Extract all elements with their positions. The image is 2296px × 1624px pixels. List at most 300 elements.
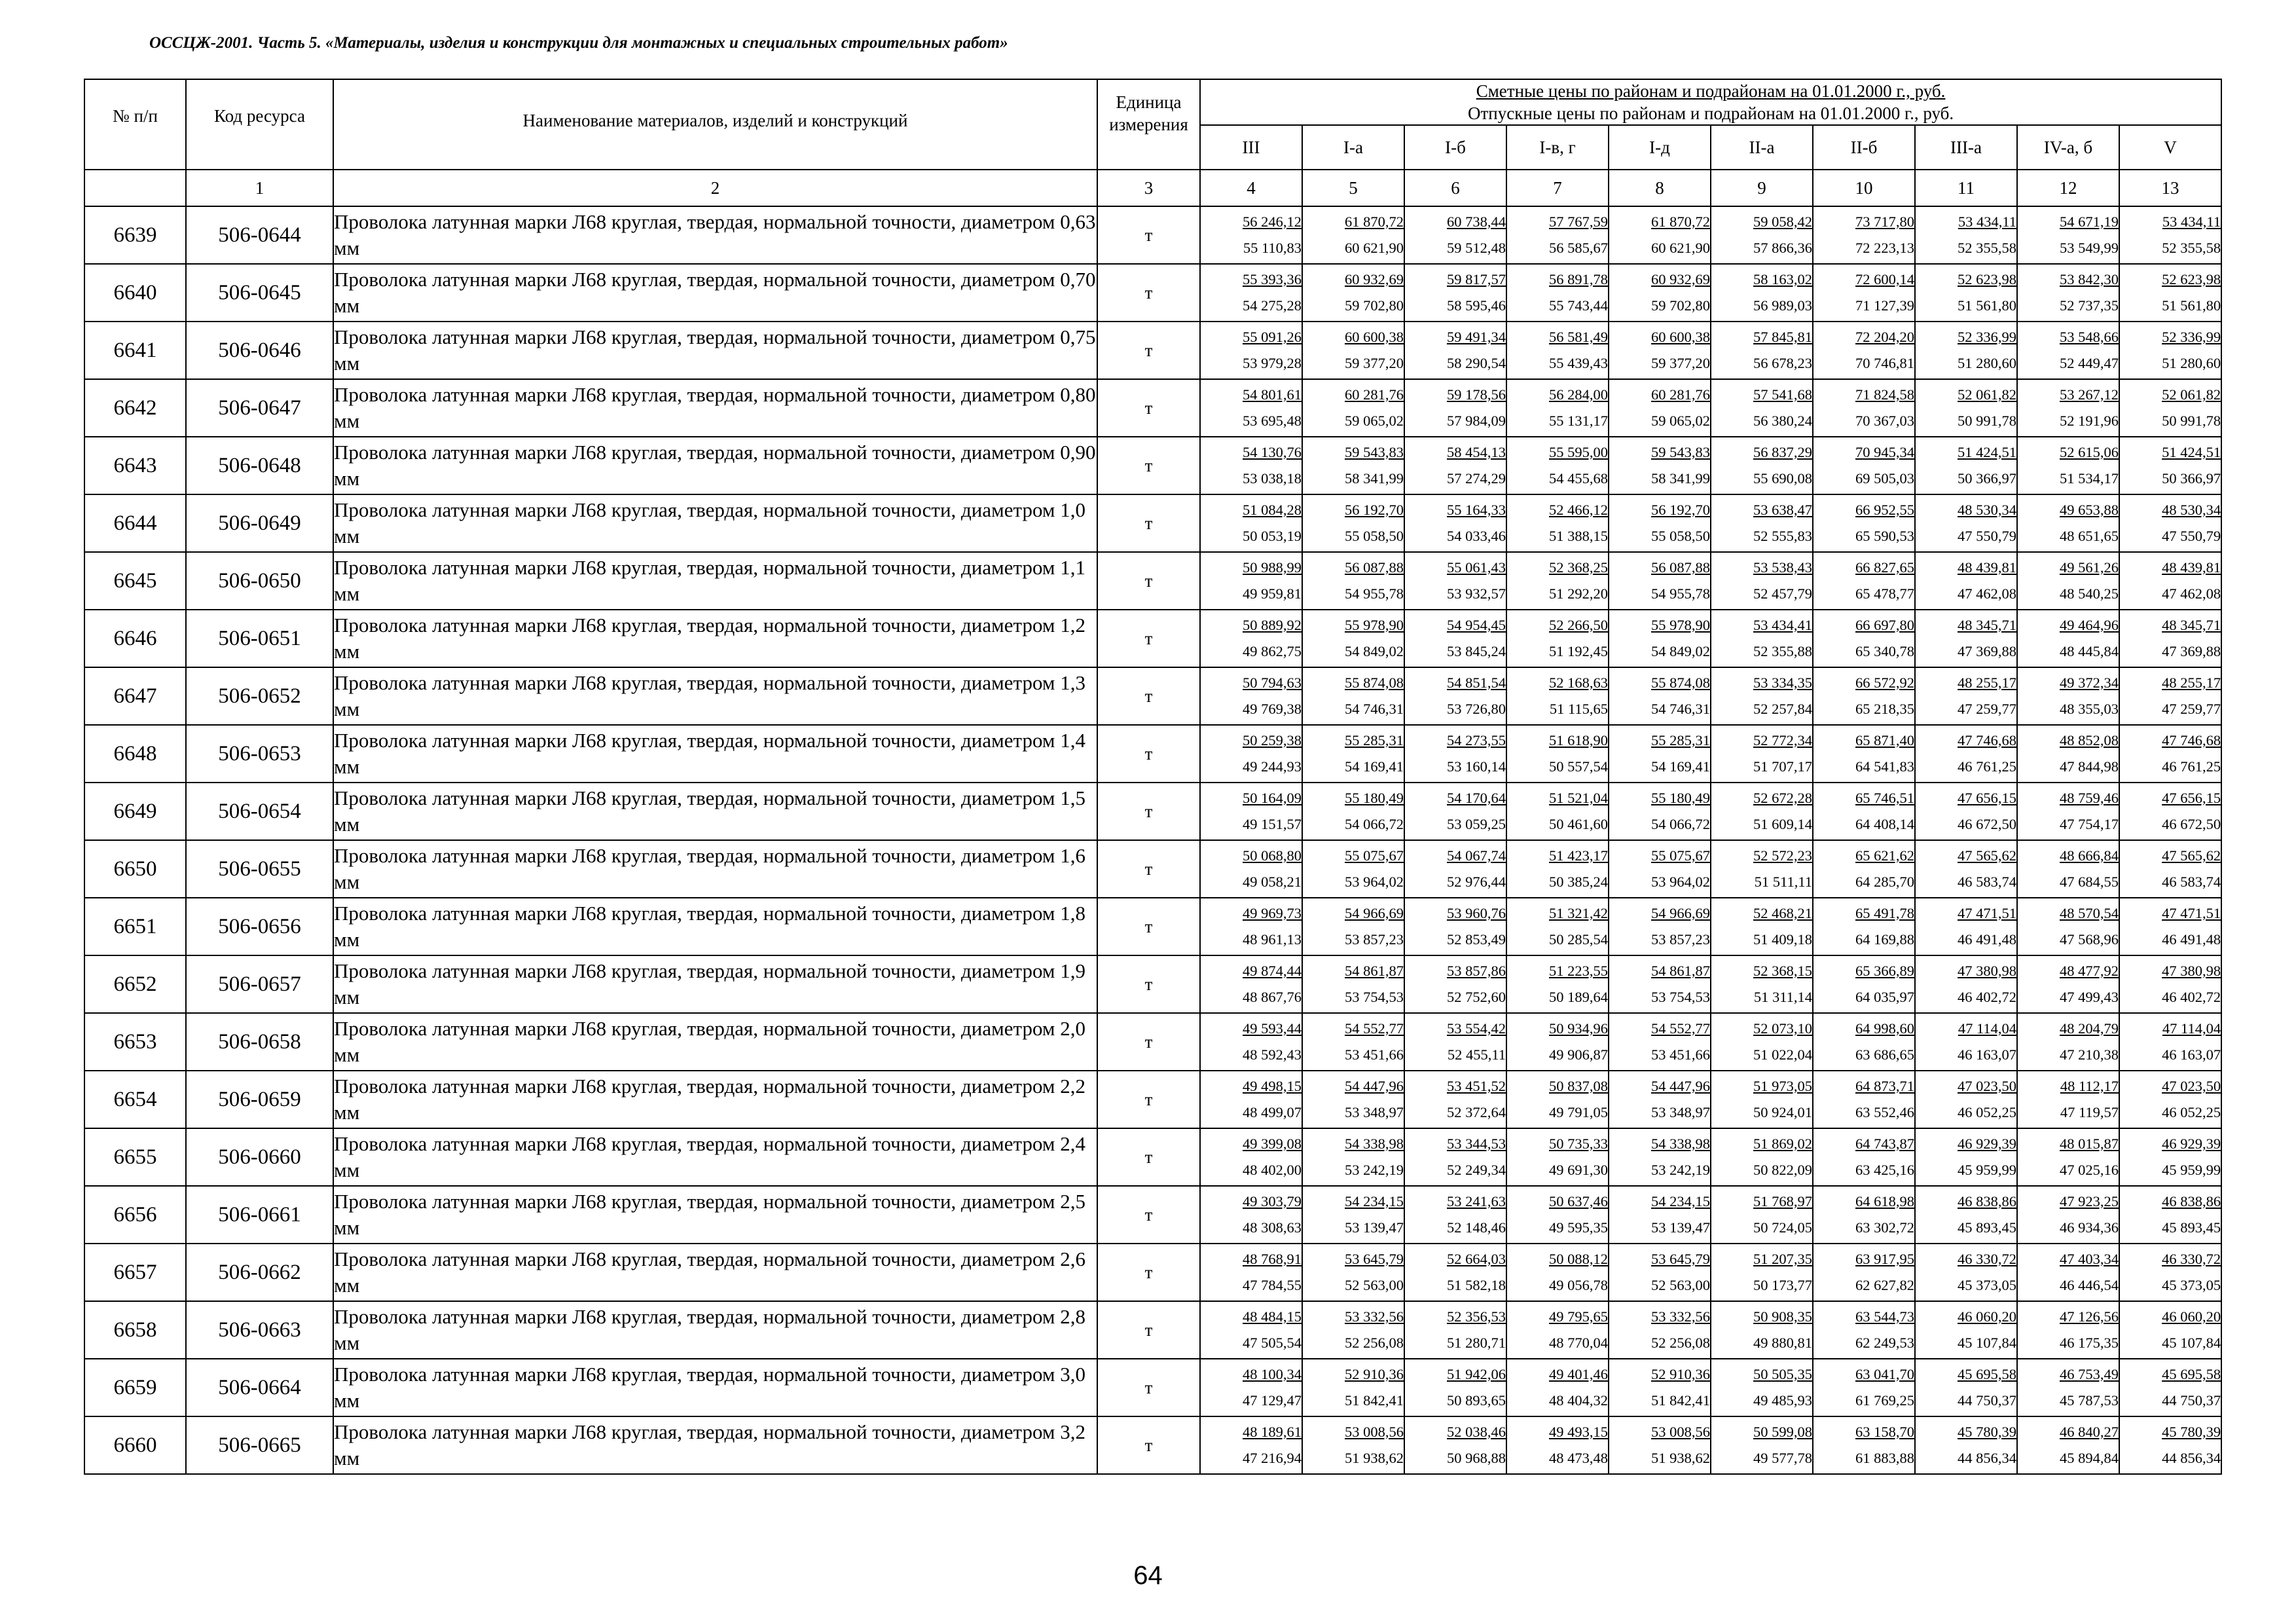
estimate-price: 45 780,39 <box>2162 1424 2221 1440</box>
price-cell <box>1915 1128 2017 1186</box>
estimate-price: 46 838,86 <box>2162 1193 2221 1209</box>
estimate-price: 51 942,06 <box>1447 1366 1506 1382</box>
material-name: Проволока латунная марки Л68 круглая, твердая, нормальной точности, диаметром 1,2 мм <box>333 610 1097 667</box>
release-price: 45 959,99 <box>2162 1162 2221 1178</box>
unit: т <box>1097 610 1200 667</box>
price-cell <box>1609 1416 1711 1474</box>
estimate-price: 49 399,08 <box>1243 1135 1302 1152</box>
col-number: 1 <box>186 170 333 206</box>
release-price: 47 025,16 <box>2060 1162 2119 1178</box>
estimate-price: 65 746,51 <box>1855 790 1914 806</box>
price-cell <box>1609 1244 1711 1301</box>
release-price: 49 959,81 <box>1243 585 1302 602</box>
release-price: 47 462,08 <box>2162 585 2221 602</box>
price-cell <box>1609 840 1711 898</box>
release-price: 52 148,46 <box>1447 1219 1506 1236</box>
estimate-price: 53 241,63 <box>1447 1193 1506 1209</box>
price-cell <box>1711 667 1813 725</box>
release-price: 49 691,30 <box>1549 1162 1608 1178</box>
estimate-price: 56 284,00 <box>1549 386 1608 403</box>
price-cell <box>1200 494 1302 552</box>
release-price: 49 151,57 <box>1243 816 1302 832</box>
estimate-price: 53 645,79 <box>1345 1251 1404 1267</box>
price-cell <box>2119 725 2221 783</box>
price-cell <box>1813 437 1915 494</box>
price-cell <box>1506 322 1609 379</box>
col-header-num: № п/п <box>84 79 186 170</box>
price-cell <box>1915 1013 2017 1071</box>
release-price: 48 445,84 <box>2060 643 2119 659</box>
estimate-price: 60 281,76 <box>1345 386 1404 403</box>
price-cell <box>2017 1128 2119 1186</box>
release-price: 58 290,54 <box>1447 355 1506 371</box>
price-cell <box>1404 1128 1506 1186</box>
col-header-region: II-а <box>1711 125 1813 170</box>
estimate-price: 49 561,26 <box>2060 559 2119 576</box>
estimate-price: 60 600,38 <box>1345 329 1404 345</box>
estimate-price: 54 966,69 <box>1651 905 1710 921</box>
price-cell <box>1200 725 1302 783</box>
release-price: 58 341,99 <box>1345 470 1404 487</box>
release-price: 46 163,07 <box>1958 1046 2016 1063</box>
price-cell <box>1506 437 1609 494</box>
price-cell <box>1711 1013 1813 1071</box>
material-name: Проволока латунная марки Л68 круглая, твердая, нормальной точности, диаметром 2,6 мм <box>333 1244 1097 1301</box>
estimate-price: 63 917,95 <box>1855 1251 1914 1267</box>
release-price: 53 242,19 <box>1651 1162 1710 1178</box>
estimate-price: 45 695,58 <box>2162 1366 2221 1382</box>
estimate-price: 45 695,58 <box>1958 1366 2016 1382</box>
price-cell <box>1915 610 2017 667</box>
price-cell <box>1302 1186 1404 1244</box>
price-cell <box>1404 552 1506 610</box>
estimate-price: 47 565,62 <box>2162 847 2221 864</box>
price-cell <box>1506 1244 1609 1301</box>
price-cell <box>1302 667 1404 725</box>
release-price: 57 866,36 <box>1753 240 1812 256</box>
estimate-price: 47 403,34 <box>2060 1251 2119 1267</box>
price-cell <box>2119 437 2221 494</box>
estimate-price: 52 266,50 <box>1549 617 1608 633</box>
release-price: 64 035,97 <box>1855 989 1914 1005</box>
price-cell <box>1404 783 1506 840</box>
estimate-price: 50 259,38 <box>1243 732 1302 748</box>
release-price: 63 686,65 <box>1855 1046 1914 1063</box>
price-cell <box>1200 1128 1302 1186</box>
unit: т <box>1097 264 1200 322</box>
release-price: 50 173,77 <box>1753 1277 1812 1293</box>
resource-code: 506-0653 <box>186 725 333 783</box>
estimate-price: 65 621,62 <box>1855 847 1914 864</box>
material-name: Проволока латунная марки Л68 круглая, твердая, нормальной точности, диаметром 1,4 мм <box>333 725 1097 783</box>
release-price: 47 119,57 <box>2060 1104 2119 1120</box>
price-cell <box>1915 725 2017 783</box>
estimate-price: 49 498,15 <box>1243 1078 1302 1094</box>
estimate-price: 55 874,08 <box>1651 674 1710 691</box>
release-price: 47 216,94 <box>1243 1450 1302 1466</box>
price-cell <box>1813 667 1915 725</box>
prices-otpusk-label: Отпускные цены по районам и подрайонам на 01.01.2000 г., руб. <box>1467 103 1954 123</box>
release-price: 47 129,47 <box>1243 1392 1302 1409</box>
estimate-price: 50 908,35 <box>1753 1308 1812 1325</box>
col-number: 8 <box>1609 170 1711 206</box>
release-price: 46 491,48 <box>1958 931 2016 948</box>
price-cell <box>1609 552 1711 610</box>
release-price: 44 856,34 <box>2162 1450 2221 1466</box>
material-name: Проволока латунная марки Л68 круглая, твердая, нормальной точности, диаметром 1,5 мм <box>333 783 1097 840</box>
release-price: 47 684,55 <box>2060 874 2119 890</box>
release-price: 45 894,84 <box>2060 1450 2119 1466</box>
release-price: 46 583,74 <box>1958 874 2016 890</box>
price-cell <box>1711 1071 1813 1128</box>
release-price: 63 552,46 <box>1855 1104 1914 1120</box>
release-price: 63 302,72 <box>1855 1219 1914 1236</box>
price-cell <box>1302 955 1404 1013</box>
unit: т <box>1097 898 1200 955</box>
col-number: 12 <box>2017 170 2119 206</box>
price-cell <box>1302 494 1404 552</box>
estimate-price: 49 874,44 <box>1243 963 1302 979</box>
release-price: 48 592,43 <box>1243 1046 1302 1063</box>
estimate-price: 55 595,00 <box>1549 444 1608 460</box>
release-price: 57 984,09 <box>1447 413 1506 429</box>
estimate-price: 60 932,69 <box>1345 271 1404 287</box>
release-price: 51 609,14 <box>1753 816 1812 832</box>
price-cell <box>2017 840 2119 898</box>
release-price: 53 348,97 <box>1651 1104 1710 1120</box>
unit: т <box>1097 1186 1200 1244</box>
row-number: 6653 <box>84 1013 186 1071</box>
estimate-price: 46 330,72 <box>2162 1251 2221 1267</box>
release-price: 61 883,88 <box>1855 1450 1914 1466</box>
estimate-price: 55 874,08 <box>1345 674 1404 691</box>
unit: т <box>1097 1244 1200 1301</box>
release-price: 51 561,80 <box>1958 297 2016 314</box>
price-cell <box>1404 322 1506 379</box>
col-header-region: IV-а, б <box>2017 125 2119 170</box>
price-cell <box>1813 206 1915 264</box>
price-cell <box>1711 898 1813 955</box>
price-cell <box>1609 1013 1711 1071</box>
price-cell <box>1506 552 1609 610</box>
price-cell <box>1915 840 2017 898</box>
price-cell <box>1813 955 1915 1013</box>
resource-code: 506-0658 <box>186 1013 333 1071</box>
estimate-price: 63 544,73 <box>1855 1308 1914 1325</box>
estimate-price: 53 434,11 <box>1958 213 2016 230</box>
estimate-price: 50 889,92 <box>1243 617 1302 633</box>
price-cell <box>1609 955 1711 1013</box>
price-cell <box>2017 379 2119 437</box>
price-cell <box>1200 1416 1302 1474</box>
material-name: Проволока латунная марки Л68 круглая, твердая, нормальной точности, диаметром 1,3 мм <box>333 667 1097 725</box>
release-price: 47 369,88 <box>2162 643 2221 659</box>
release-price: 48 651,65 <box>2060 528 2119 544</box>
price-cell <box>1711 1301 1813 1359</box>
price-cell <box>1506 610 1609 667</box>
price-cell <box>2119 1301 2221 1359</box>
resource-code: 506-0644 <box>186 206 333 264</box>
price-cell <box>1200 1359 1302 1416</box>
col-header-region: III-а <box>1915 125 2017 170</box>
estimate-price: 55 285,31 <box>1345 732 1404 748</box>
estimate-price: 52 615,06 <box>2060 444 2119 460</box>
estimate-price: 48 759,46 <box>2060 790 2119 806</box>
unit: т <box>1097 1128 1200 1186</box>
estimate-price: 47 656,15 <box>2162 790 2221 806</box>
row-number: 6645 <box>84 552 186 610</box>
release-price: 52 355,58 <box>1958 240 2016 256</box>
price-cell <box>1302 783 1404 840</box>
release-price: 46 446,54 <box>2060 1277 2119 1293</box>
release-price: 63 425,16 <box>1855 1162 1914 1178</box>
price-cell <box>1711 322 1813 379</box>
estimate-price: 50 934,96 <box>1549 1020 1608 1037</box>
col-header-region: II-б <box>1813 125 1915 170</box>
table-row <box>84 667 2221 725</box>
price-cell <box>1915 494 2017 552</box>
release-price: 60 621,90 <box>1345 240 1404 256</box>
estimate-price: 49 464,96 <box>2060 617 2119 633</box>
price-cell <box>1506 1416 1609 1474</box>
estimate-price: 54 170,64 <box>1447 790 1506 806</box>
price-cell <box>1404 1186 1506 1244</box>
unit: т <box>1097 1301 1200 1359</box>
price-cell <box>1404 840 1506 898</box>
estimate-price: 58 163,02 <box>1753 271 1812 287</box>
table-row <box>84 552 2221 610</box>
material-name: Проволока латунная марки Л68 круглая, твердая, нормальной точности, диаметром 0,80 мм <box>333 379 1097 437</box>
release-price: 54 955,78 <box>1651 585 1710 602</box>
estimate-price: 54 671,19 <box>2060 213 2119 230</box>
price-cell <box>1915 437 2017 494</box>
resource-code: 506-0660 <box>186 1128 333 1186</box>
release-price: 53 857,23 <box>1651 931 1710 948</box>
estimate-price: 46 060,20 <box>1958 1308 2016 1325</box>
col-number: 11 <box>1915 170 2017 206</box>
release-price: 45 373,05 <box>2162 1277 2221 1293</box>
estimate-price: 53 434,41 <box>1753 617 1812 633</box>
release-price: 48 961,13 <box>1243 931 1302 948</box>
release-price: 59 377,20 <box>1345 355 1404 371</box>
estimate-price: 56 192,70 <box>1345 502 1404 518</box>
release-price: 54 849,02 <box>1345 643 1404 659</box>
release-price: 47 369,88 <box>1958 643 2016 659</box>
release-price: 65 478,77 <box>1855 585 1914 602</box>
estimate-price: 64 873,71 <box>1855 1078 1914 1094</box>
price-cell <box>1506 494 1609 552</box>
release-price: 47 499,43 <box>2060 989 2119 1005</box>
release-price: 52 555,83 <box>1753 528 1812 544</box>
release-price: 50 461,60 <box>1549 816 1608 832</box>
price-cell <box>1404 610 1506 667</box>
estimate-price: 49 593,44 <box>1243 1020 1302 1037</box>
release-price: 49 577,78 <box>1753 1450 1812 1466</box>
price-cell <box>1302 1128 1404 1186</box>
resource-code: 506-0646 <box>186 322 333 379</box>
estimate-price: 51 423,17 <box>1549 847 1608 864</box>
release-price: 53 979,28 <box>1243 355 1302 371</box>
estimate-price: 54 954,45 <box>1447 617 1506 633</box>
release-price: 48 308,63 <box>1243 1219 1302 1236</box>
unit: т <box>1097 840 1200 898</box>
document-header: ОССЦЖ-2001. Часть 5. «Материалы, изделия и конструкции для монтажных и специальных строительных работ» <box>149 34 1008 52</box>
estimate-price: 50 088,12 <box>1549 1251 1608 1267</box>
price-cell <box>2017 955 2119 1013</box>
estimate-price: 53 267,12 <box>2060 386 2119 403</box>
release-price: 49 595,35 <box>1549 1219 1608 1236</box>
release-price: 45 107,84 <box>2162 1335 2221 1351</box>
price-cell <box>1711 437 1813 494</box>
estimate-price: 66 827,65 <box>1855 559 1914 576</box>
release-price: 49 244,93 <box>1243 758 1302 775</box>
price-cell <box>1711 206 1813 264</box>
release-price: 49 058,21 <box>1243 874 1302 890</box>
price-cell <box>1711 1244 1813 1301</box>
release-price: 54 033,46 <box>1447 528 1506 544</box>
estimate-price: 51 973,05 <box>1753 1078 1812 1094</box>
estimate-price: 49 795,65 <box>1549 1308 1608 1325</box>
release-price: 46 672,50 <box>2162 816 2221 832</box>
release-price: 60 621,90 <box>1651 240 1710 256</box>
estimate-price: 56 837,29 <box>1753 444 1812 460</box>
release-price: 53 242,19 <box>1345 1162 1404 1178</box>
price-cell <box>1915 379 2017 437</box>
estimate-price: 47 380,98 <box>2162 963 2221 979</box>
price-cell <box>1813 1013 1915 1071</box>
price-cell <box>1813 898 1915 955</box>
release-price: 52 449,47 <box>2060 355 2119 371</box>
material-name: Проволока латунная марки Л68 круглая, твердая, нормальной точности, диаметром 1,1 мм <box>333 552 1097 610</box>
price-cell <box>2017 437 2119 494</box>
table-row <box>84 898 2221 955</box>
release-price: 51 707,17 <box>1753 758 1812 775</box>
price-cell <box>2119 1128 2221 1186</box>
price-cell <box>2119 955 2221 1013</box>
estimate-price: 48 015,87 <box>2060 1135 2119 1152</box>
material-name: Проволока латунная марки Л68 круглая, твердая, нормальной точности, диаметром 0,63 мм <box>333 206 1097 264</box>
estimate-price: 53 842,30 <box>2060 271 2119 287</box>
release-price: 51 534,17 <box>2060 470 2119 487</box>
col-number: 9 <box>1711 170 1813 206</box>
release-price: 65 340,78 <box>1855 643 1914 659</box>
release-price: 49 862,75 <box>1243 643 1302 659</box>
release-price: 54 169,41 <box>1345 758 1404 775</box>
estimate-price: 48 204,79 <box>2060 1020 2119 1037</box>
estimate-price: 53 857,86 <box>1447 963 1506 979</box>
estimate-price: 48 477,92 <box>2060 963 2119 979</box>
price-cell <box>1915 1359 2017 1416</box>
price-cell <box>1813 783 1915 840</box>
estimate-price: 51 084,28 <box>1243 502 1302 518</box>
estimate-price: 47 114,04 <box>2162 1020 2221 1037</box>
release-price: 50 893,65 <box>1447 1392 1506 1409</box>
estimate-price: 54 447,96 <box>1345 1078 1404 1094</box>
price-cell <box>1506 783 1609 840</box>
price-cell <box>1200 667 1302 725</box>
estimate-price: 55 075,67 <box>1345 847 1404 864</box>
release-price: 50 968,88 <box>1447 1450 1506 1466</box>
release-price: 45 787,53 <box>2060 1392 2119 1409</box>
estimate-price: 50 068,80 <box>1243 847 1302 864</box>
estimate-price: 54 861,87 <box>1651 963 1710 979</box>
release-price: 55 743,44 <box>1549 297 1608 314</box>
estimate-price: 52 168,63 <box>1549 674 1608 691</box>
release-price: 64 169,88 <box>1855 931 1914 948</box>
resource-code: 506-0650 <box>186 552 333 610</box>
price-cell <box>1200 264 1302 322</box>
estimate-price: 51 321,42 <box>1549 905 1608 921</box>
estimate-price: 47 656,15 <box>1958 790 2016 806</box>
release-price: 47 754,17 <box>2060 816 2119 832</box>
estimate-price: 53 334,35 <box>1753 674 1812 691</box>
price-cell <box>1609 783 1711 840</box>
table-row <box>84 437 2221 494</box>
price-cell <box>2017 1244 2119 1301</box>
estimate-price: 50 988,99 <box>1243 559 1302 576</box>
table-row <box>84 725 2221 783</box>
price-cell <box>1302 1013 1404 1071</box>
price-cell <box>1200 1071 1302 1128</box>
release-price: 53 932,57 <box>1447 585 1506 602</box>
estimate-price: 54 552,77 <box>1651 1020 1710 1037</box>
release-price: 52 455,11 <box>1447 1046 1506 1063</box>
estimate-price: 48 439,81 <box>2162 559 2221 576</box>
estimate-price: 49 969,73 <box>1243 905 1302 921</box>
estimate-price: 47 114,04 <box>1958 1020 2016 1037</box>
price-cell <box>1200 955 1302 1013</box>
material-name: Проволока латунная марки Л68 круглая, твердая, нормальной точности, диаметром 1,0 мм <box>333 494 1097 552</box>
price-cell <box>1302 725 1404 783</box>
release-price: 59 377,20 <box>1651 355 1710 371</box>
estimate-price: 47 126,56 <box>2060 1308 2119 1325</box>
estimate-price: 46 929,39 <box>1958 1135 2016 1152</box>
release-price: 47 259,77 <box>1958 701 2016 717</box>
table-row <box>84 494 2221 552</box>
release-price: 61 769,25 <box>1855 1392 1914 1409</box>
unit: т <box>1097 1071 1200 1128</box>
release-price: 53 059,25 <box>1447 816 1506 832</box>
material-name: Проволока латунная марки Л68 круглая, твердая, нормальной точности, диаметром 1,9 мм <box>333 955 1097 1013</box>
estimate-price: 51 207,35 <box>1753 1251 1812 1267</box>
price-cell <box>1506 1013 1609 1071</box>
estimate-price: 56 192,70 <box>1651 502 1710 518</box>
estimate-price: 56 246,12 <box>1243 213 1302 230</box>
unit: т <box>1097 667 1200 725</box>
estimate-price: 52 336,99 <box>2162 329 2221 345</box>
price-cell <box>1404 667 1506 725</box>
release-price: 56 989,03 <box>1753 297 1812 314</box>
price-cell <box>1813 840 1915 898</box>
estimate-price: 48 189,61 <box>1243 1424 1302 1440</box>
price-cell <box>1711 783 1813 840</box>
estimate-price: 65 871,40 <box>1855 732 1914 748</box>
estimate-price: 53 548,66 <box>2060 329 2119 345</box>
release-price: 50 189,64 <box>1549 989 1608 1005</box>
price-cell <box>2017 1186 2119 1244</box>
release-price: 52 737,35 <box>2060 297 2119 314</box>
price-cell <box>1506 667 1609 725</box>
release-price: 51 842,41 <box>1651 1392 1710 1409</box>
estimate-price: 59 543,83 <box>1345 444 1404 460</box>
estimate-price: 55 164,33 <box>1447 502 1506 518</box>
release-price: 45 893,45 <box>1958 1219 2016 1236</box>
material-name: Проволока латунная марки Л68 круглая, твердая, нормальной точности, диаметром 0,70 мм <box>333 264 1097 322</box>
col-header-code: Код ресурса <box>186 79 333 170</box>
price-cell <box>1404 955 1506 1013</box>
estimate-price: 52 664,03 <box>1447 1251 1506 1267</box>
price-cell <box>1915 552 2017 610</box>
